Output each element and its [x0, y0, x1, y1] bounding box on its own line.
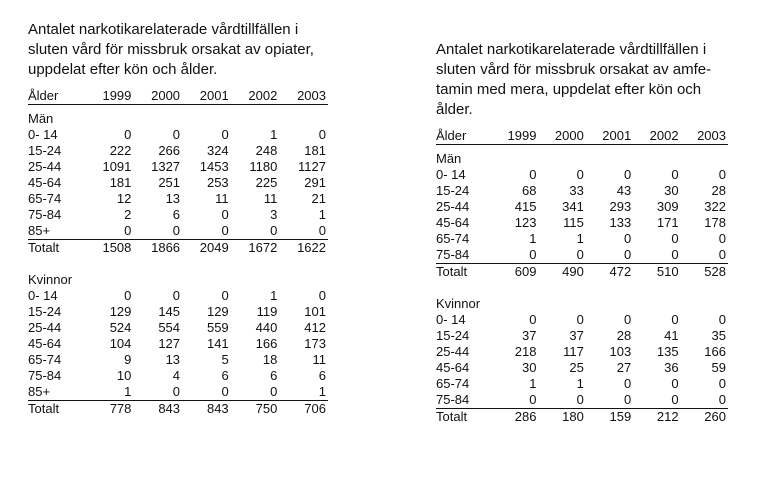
- table-cell: 0: [124, 223, 132, 238]
- table-cell: 11: [263, 191, 278, 206]
- table-cell: 129: [206, 304, 229, 319]
- table-title: Antalet narkotikarelaterade vårdtillfällen i sluten vård för missbruk orsakat av opiater, uppdelat efter kön och ålder.: [28, 21, 314, 78]
- section-label: Män: [28, 111, 54, 126]
- table-cell: 13: [165, 191, 181, 206]
- age-group-label: 45-64: [436, 360, 470, 375]
- table-cell: 293: [609, 199, 632, 214]
- table-cell: 28: [711, 183, 726, 198]
- table-cell: 0: [529, 167, 537, 182]
- table-cell: 0: [318, 223, 326, 238]
- section-header-row: [28, 105, 328, 128]
- table-cell: 415: [514, 199, 537, 214]
- table-row: [28, 191, 328, 207]
- table-cell: 103: [609, 344, 632, 359]
- age-group-label: 25-44: [436, 344, 470, 359]
- table-cell: 0: [221, 207, 229, 222]
- table-cell: 0: [221, 223, 229, 238]
- table-cell: 3: [270, 207, 278, 222]
- table-cell: 0: [529, 392, 537, 407]
- table-cell: 41: [664, 328, 679, 343]
- total-cell: 159: [586, 409, 633, 426]
- table-cell: 28: [616, 328, 632, 343]
- table-cell: 0: [671, 247, 679, 262]
- total-cell: 1866: [133, 240, 182, 257]
- age-group-label: 0- 14: [28, 288, 58, 303]
- table-cell: 0: [671, 167, 679, 182]
- spacer: [436, 280, 728, 290]
- table-cell: 127: [158, 336, 181, 351]
- table-cell: 0: [124, 288, 132, 303]
- table-row: [436, 328, 728, 344]
- table-title: Antalet narkotikarelaterade vårdtillfällen i sluten vård för missbruk orsakat av amfe-tamin med mera, uppdelat efter kön och ålder.: [436, 41, 712, 118]
- table-cell: 1127: [298, 159, 326, 174]
- age-group-label: 0- 14: [28, 127, 58, 142]
- table-cell: 4: [172, 368, 181, 383]
- table-cell: 27: [616, 360, 632, 375]
- age-group-label: 75-84: [28, 368, 62, 383]
- table-cell: 222: [109, 143, 132, 158]
- section-header-row: [436, 145, 728, 168]
- table-cell: 11: [215, 191, 229, 206]
- table-cell: 248: [255, 143, 278, 158]
- section-gap: [28, 256, 328, 266]
- table-cell: 145: [158, 304, 181, 319]
- table-cell: 1180: [249, 159, 278, 174]
- header-year: 2001: [182, 84, 231, 105]
- age-group-label: 75-84: [436, 392, 470, 407]
- table-row: [436, 247, 728, 264]
- table-cell: 0: [623, 231, 632, 246]
- table-row: [28, 368, 328, 384]
- age-group-label: 15-24: [436, 328, 470, 343]
- age-group-label: 45-64: [28, 336, 62, 351]
- table-cell: 43: [616, 183, 632, 198]
- table-cell: 1: [318, 207, 326, 222]
- total-cell: 2049: [182, 240, 231, 257]
- table-cell: 266: [158, 143, 181, 158]
- table-row: [28, 207, 328, 223]
- table-cell: 5: [221, 352, 229, 367]
- table-row: [436, 312, 728, 328]
- section-gap: [436, 280, 728, 290]
- total-row: [436, 264, 728, 281]
- table-cell: 1453: [199, 159, 229, 174]
- table-row: [28, 127, 328, 143]
- table-cell: 30: [522, 360, 537, 375]
- total-cell: 609: [491, 264, 538, 281]
- table-cell: 0: [172, 288, 181, 303]
- table-cell: 1: [576, 376, 584, 391]
- table-row: [28, 336, 328, 352]
- table-cell: 178: [704, 215, 726, 230]
- age-group-label: 65-74: [436, 376, 470, 391]
- table-cell: 1: [270, 288, 278, 303]
- table-row: [28, 288, 328, 304]
- table-cell: 251: [158, 175, 181, 190]
- table-cell: 0: [318, 127, 326, 142]
- total-label: Totalt: [28, 240, 85, 257]
- amphetamine-table-panel: [436, 40, 728, 425]
- total-cell: 706: [279, 401, 328, 418]
- section-header-row: [28, 266, 328, 288]
- table-cell: 0: [623, 376, 632, 391]
- table-cell: 0: [623, 392, 632, 407]
- table-cell: 559: [206, 320, 229, 335]
- table-cell: 141: [206, 336, 229, 351]
- total-label: Totalt: [436, 264, 491, 281]
- table-row: [28, 223, 328, 240]
- age-group-label: 85+: [28, 223, 51, 238]
- header-age-label: Ålder: [28, 84, 85, 105]
- opiates-table: [28, 84, 328, 417]
- table-row: [28, 175, 328, 191]
- table-cell: 291: [304, 175, 326, 190]
- table-cell: 37: [569, 328, 584, 343]
- table-cell: 68: [522, 183, 537, 198]
- table-cell: 0: [576, 167, 584, 182]
- header-year: 2002: [231, 84, 280, 105]
- table-row: [436, 344, 728, 360]
- age-group-label: 0- 14: [436, 312, 466, 327]
- table-cell: 0: [172, 223, 181, 238]
- total-cell: 1622: [279, 240, 328, 257]
- age-group-label: 75-84: [28, 207, 62, 222]
- table-row: [436, 183, 728, 199]
- table-cell: 1: [318, 384, 326, 399]
- table-cell: 322: [704, 199, 726, 214]
- table-cell: 30: [664, 183, 679, 198]
- table-cell: 1: [529, 231, 537, 246]
- age-group-label: 15-24: [436, 183, 470, 198]
- section-header-row: [436, 290, 728, 312]
- table-cell: 0: [529, 247, 537, 262]
- age-group-label: 25-44: [436, 199, 470, 214]
- table-cell: 37: [522, 328, 537, 343]
- age-group-label: 25-44: [28, 159, 62, 174]
- total-row: [436, 409, 728, 426]
- table-cell: 166: [255, 336, 278, 351]
- table-cell: 133: [609, 215, 632, 230]
- table-cell: 309: [656, 199, 679, 214]
- header-year: 2003: [681, 124, 728, 145]
- table-row: [28, 384, 328, 401]
- table-cell: 0: [576, 312, 584, 327]
- table-cell: 225: [255, 175, 278, 190]
- table-cell: 524: [109, 320, 132, 335]
- table-cell: 36: [664, 360, 679, 375]
- section-label: Kvinnor: [436, 296, 481, 311]
- table-cell: 1: [529, 376, 537, 391]
- table-cell: 35: [711, 328, 726, 343]
- table-cell: 12: [116, 191, 132, 206]
- total-cell: 180: [538, 409, 585, 426]
- table-cell: 0: [718, 312, 726, 327]
- table-cell: 129: [109, 304, 132, 319]
- total-label: Totalt: [28, 401, 85, 418]
- header-year: 2003: [279, 84, 328, 105]
- table-cell: 25: [569, 360, 584, 375]
- table-cell: 173: [304, 336, 326, 351]
- table-cell: 0: [576, 247, 584, 262]
- table-cell: 1: [576, 231, 584, 246]
- total-cell: 843: [182, 401, 231, 418]
- table-cell: 0: [718, 167, 726, 182]
- table-cell: 166: [704, 344, 726, 359]
- table-cell: 1: [124, 384, 132, 399]
- table-cell: 0: [221, 127, 229, 142]
- total-cell: 490: [538, 264, 585, 281]
- table-cell: 0: [718, 247, 726, 262]
- total-cell: 260: [681, 409, 728, 426]
- table-cell: 1327: [151, 159, 181, 174]
- table-cell: 181: [304, 143, 326, 158]
- table-row: [436, 392, 728, 409]
- table-row: [28, 352, 328, 368]
- total-cell: 510: [633, 264, 680, 281]
- table-cell: 0: [671, 392, 679, 407]
- table-cell: 440: [255, 320, 278, 335]
- table-cell: 117: [563, 344, 584, 359]
- table-cell: 412: [304, 320, 326, 335]
- opiates-table-panel: [28, 20, 328, 417]
- total-cell: 1672: [231, 240, 280, 257]
- header-row: [436, 124, 728, 145]
- total-cell: 750: [231, 401, 280, 418]
- table-cell: 0: [221, 384, 229, 399]
- table-cell: 0: [221, 288, 229, 303]
- table-cell: 1: [270, 127, 278, 142]
- table-cell: 253: [206, 175, 229, 190]
- table-cell: 101: [304, 304, 326, 319]
- table-cell: 0: [718, 376, 726, 391]
- table-cell: 6: [221, 368, 229, 383]
- age-group-label: 65-74: [28, 191, 62, 206]
- table-cell: 0: [718, 231, 726, 246]
- total-row: [28, 401, 328, 418]
- table-cell: 0: [576, 392, 584, 407]
- table-row: [436, 376, 728, 392]
- section-label: Kvinnor: [28, 272, 73, 287]
- section-label: Män: [436, 151, 462, 166]
- table-cell: 6: [318, 368, 326, 383]
- table-cell: 0: [270, 223, 278, 238]
- age-group-label: 25-44: [28, 320, 62, 335]
- table-cell: 1091: [102, 159, 132, 174]
- table-cell: 104: [109, 336, 132, 351]
- age-group-label: 15-24: [28, 304, 62, 319]
- table-cell: 33: [569, 183, 584, 198]
- age-group-label: 75-84: [436, 247, 470, 262]
- table-cell: 21: [311, 191, 326, 206]
- header-year: 2001: [586, 124, 633, 145]
- age-group-label: 45-64: [28, 175, 62, 190]
- header-year: 2002: [633, 124, 680, 145]
- table-cell: 115: [563, 215, 584, 230]
- table-cell: 119: [256, 304, 278, 319]
- table-row: [436, 360, 728, 376]
- total-cell: 843: [133, 401, 182, 418]
- header-age-label: Ålder: [436, 124, 491, 145]
- amphetamine-table: [436, 124, 728, 425]
- total-cell: 778: [85, 401, 134, 418]
- table-cell: 6: [172, 207, 181, 222]
- table-cell: 11: [312, 352, 326, 367]
- table-cell: 18: [262, 352, 278, 367]
- table-cell: 59: [711, 360, 726, 375]
- table-cell: 0: [623, 312, 632, 327]
- total-cell: 528: [681, 264, 728, 281]
- table-cell: 0: [318, 288, 326, 303]
- table-cell: 0: [529, 312, 537, 327]
- table-cell: 181: [109, 175, 132, 190]
- header-year: 2000: [133, 84, 182, 105]
- header-year: 1999: [491, 124, 538, 145]
- table-cell: 10: [116, 368, 132, 383]
- total-label: Totalt: [436, 409, 491, 426]
- table-cell: 0: [671, 312, 679, 327]
- table-cell: 218: [514, 344, 537, 359]
- age-group-label: 15-24: [28, 143, 62, 158]
- header-year: 1999: [85, 84, 134, 105]
- header-row: [28, 84, 328, 105]
- table-cell: 135: [656, 344, 679, 359]
- table-cell: 0: [124, 127, 132, 142]
- table-row: [436, 199, 728, 215]
- table-row: [28, 159, 328, 175]
- age-group-label: 65-74: [436, 231, 470, 246]
- spacer: [28, 256, 328, 266]
- table-cell: 0: [270, 384, 278, 399]
- table-cell: 9: [124, 352, 132, 367]
- table-cell: 0: [172, 384, 181, 399]
- total-cell: 472: [586, 264, 633, 281]
- age-group-label: 85+: [28, 384, 51, 399]
- table-cell: 0: [623, 247, 632, 262]
- table-row: [28, 143, 328, 159]
- table-cell: 554: [158, 320, 181, 335]
- table-cell: 0: [671, 376, 679, 391]
- table-row: [28, 304, 328, 320]
- table-row: [436, 231, 728, 247]
- total-cell: 212: [633, 409, 680, 426]
- table-row: [436, 215, 728, 231]
- table-cell: 0: [172, 127, 181, 142]
- total-cell: 286: [491, 409, 538, 426]
- table-cell: 13: [165, 352, 181, 367]
- table-cell: 0: [623, 167, 632, 182]
- table-cell: 0: [671, 231, 679, 246]
- age-group-label: 45-64: [436, 215, 470, 230]
- table-cell: 2: [124, 207, 132, 222]
- table-cell: 171: [656, 215, 679, 230]
- table-cell: 324: [206, 143, 229, 158]
- header-year: 2000: [538, 124, 585, 145]
- table-cell: 123: [514, 215, 537, 230]
- total-cell: 1508: [85, 240, 134, 257]
- table-cell: 0: [718, 392, 726, 407]
- total-row: [28, 240, 328, 257]
- age-group-label: 0- 14: [436, 167, 466, 182]
- table-cell: 341: [562, 199, 584, 214]
- age-group-label: 65-74: [28, 352, 62, 367]
- table-row: [28, 320, 328, 336]
- table-row: [436, 167, 728, 183]
- table-cell: 6: [270, 368, 278, 383]
